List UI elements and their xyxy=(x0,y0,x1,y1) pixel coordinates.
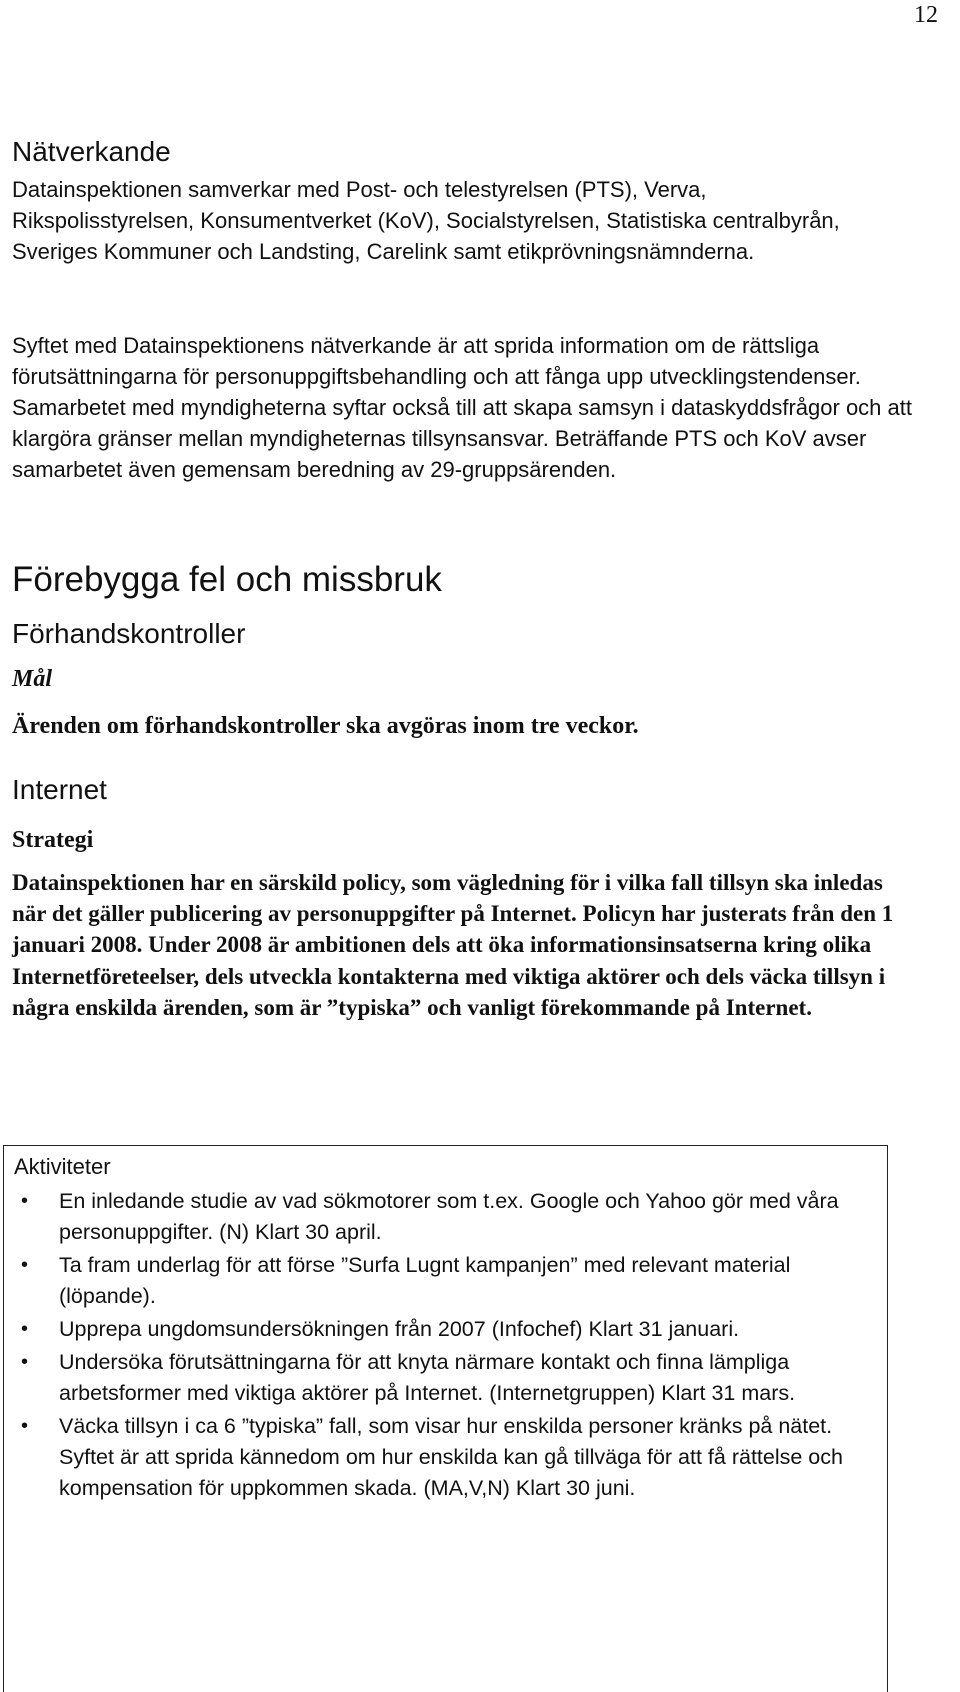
bullet-icon: • xyxy=(21,1351,29,1373)
paragraph-collaboration: Datainspektionen samverkar med Post- och telestyrelsen (PTS), Verva, Rikspolisstyrelsen, Konsumentverket (KoV), Socialstyrelsen, Statistiska centralbyrån, Sveriges Kommuner och Landsting, Carelink samt etikprövningsnämnderna. xyxy=(12,177,840,264)
bullet-icon: • xyxy=(21,1254,29,1276)
paragraph-purpose: Syftet med Datainspektionens nätverkande är att sprida information om de rättsliga förutsättningarna för personuppgiftsbehandling och att fånga upp utvecklingstendenser. Samarbetet med myndigheterna syftar också till att skapa samsyn i dataskyddsfrågor och att klargöra gränser mellan myndigheternas tillsynsansvar. Beträffande PTS och KoV avser samarbetet även gemensam beredning av 29-gruppsärenden. xyxy=(12,333,912,482)
list-item-text: Väcka tillsyn i ca 6 ”typiska” fall, som visar hur enskilda personer kränks på nätet. Syftet är att sprida kännedom om hur enskilda kan gå tillväga för att få rättelse och kompensation för uppkommen skada. (MA,V,N) Klart 30 juni. xyxy=(59,1414,843,1500)
goal-label: Mål xyxy=(12,666,53,692)
heading-forebygga: Förebygga fel och missbruk xyxy=(12,560,442,599)
activities-box xyxy=(3,1145,888,1692)
strategy-label: Strategi xyxy=(12,827,94,853)
list-item-text: Upprepa ungdomsundersökningen från 2007 (Infochef) Klart 31 januari. xyxy=(59,1317,740,1341)
list-item-text: Undersöka förutsättningarna för att knyta närmare kontakt och finna lämpliga arbetsformer med viktiga aktörer på Internet. (Internetgruppen) Klart 31 mars. xyxy=(59,1350,796,1405)
strategy-text: Datainspektionen har en särskild policy, som vägledning för i vilka fall tillsyn ska inledas när det gäller publicering av personuppgifter på Internet. Policyn har justerats från den 1 januari 2008. Under 2008 är ambitionen dels att öka informationsinsatserna kring olika Internetföreteelser, dels utveckla kontakterna med viktiga aktörer och dels väcka tillsyn i några enskilda ärenden, som är ”typiska” och vanligt förekommande på Internet. xyxy=(12,870,894,1020)
list-item xyxy=(4,1411,864,1504)
list-item xyxy=(4,1186,864,1248)
heading-forhandskontroller: Förhandskontroller xyxy=(12,618,246,649)
bullet-icon: • xyxy=(21,1318,29,1340)
bullet-icon: • xyxy=(21,1415,29,1437)
bullet-icon: • xyxy=(21,1190,29,1212)
goal-text: Ärenden om förhandskontroller ska avgöras inom tre veckor. xyxy=(12,713,639,739)
list-item-text: En inledande studie av vad sökmotorer som t.ex. Google och Yahoo gör med våra personuppgifter. (N) Klart 30 april. xyxy=(59,1189,839,1244)
heading-natverkande: Nätverkande xyxy=(12,136,171,167)
list-item xyxy=(4,1250,864,1312)
activities-list xyxy=(4,1186,864,1504)
activities-title: Aktiviteter xyxy=(14,1154,111,1179)
list-item xyxy=(4,1314,864,1345)
list-item xyxy=(4,1347,864,1409)
list-item-text: Ta fram underlag för att förse ”Surfa Lugnt kampanjen” med relevant material (löpande). xyxy=(59,1253,791,1308)
heading-internet: Internet xyxy=(12,774,107,805)
page-number: 12 xyxy=(914,2,938,28)
